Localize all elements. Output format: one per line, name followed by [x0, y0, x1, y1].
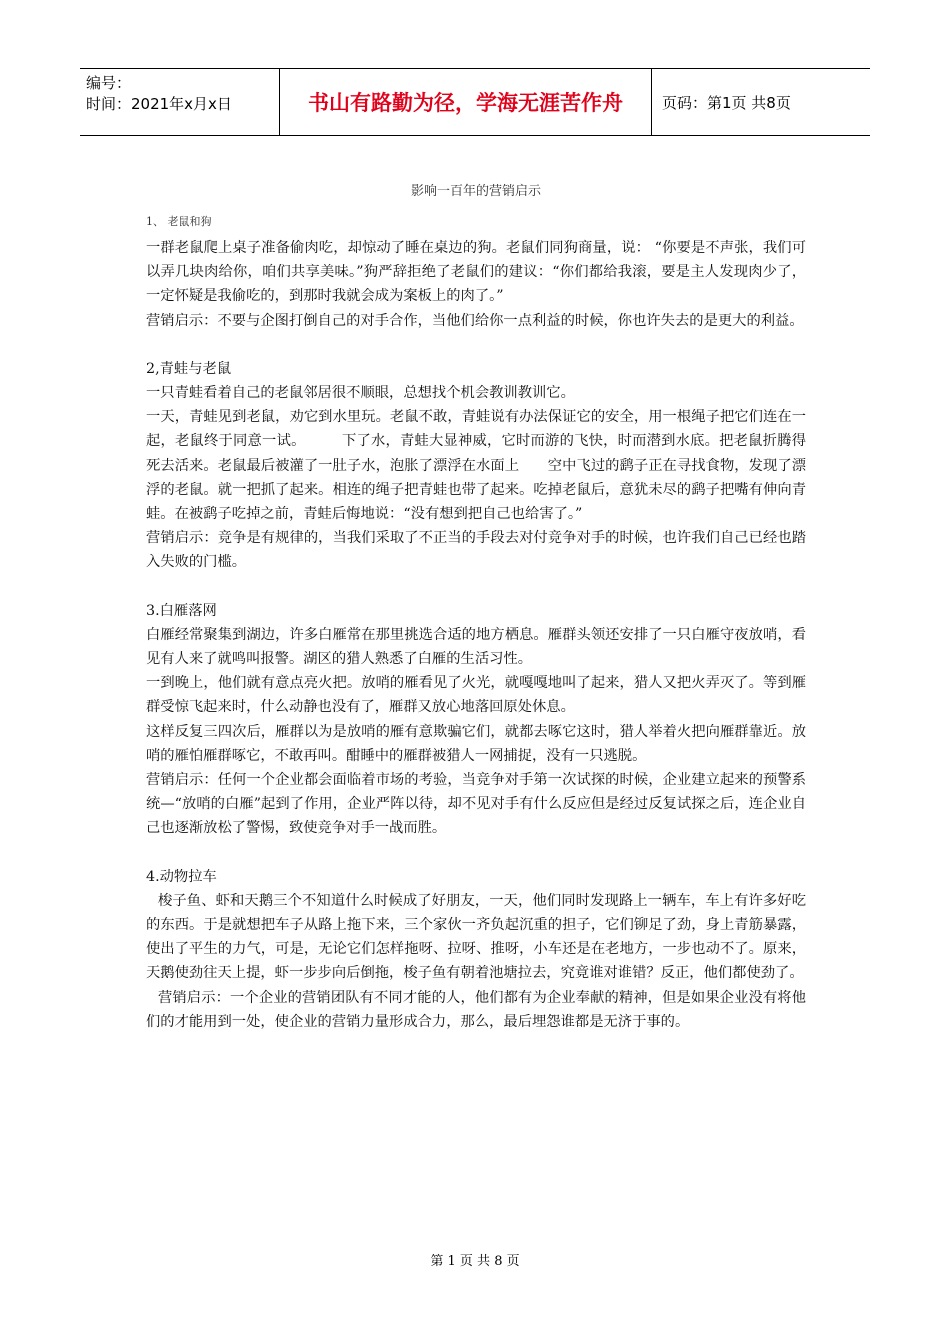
page-footer: 第 1 页 共 8 页 [430, 1254, 520, 1269]
section-3-paragraph: 这样反复三四次后，雁群以为是放哨的雁有意欺骗它们，就都去啄它这时，猎人举着火把向雁群靠近。放哨的雁怕雁群啄它，不敢再叫。酣睡中的雁群被猎人一网捕捉，没有一只逃脱。 [146, 723, 806, 764]
section-2-heading: 2,青蛙与老鼠 [146, 360, 232, 377]
doc-number-label: 编号： [86, 74, 132, 92]
page-header [80, 68, 870, 136]
header-meta [80, 69, 280, 135]
header-page-info: 页码：第1页 共8页 [662, 93, 791, 112]
section-3-paragraph: 白雁经常聚集到湖边，许多白雁常在那里挑选合适的地方栖息。雁群头领还安排了一只白雁守夜放哨，看见有人来了就鸣叫报警。湖区的猎人熟悉了白雁的生活习性。 [146, 626, 806, 668]
section-2-insight: 营销启示：竞争是有规律的，当我们采取了不正当的手段去对付竞争对手的时候，也许我们自己已经也踏入失败的门槛。 [146, 530, 806, 571]
section-1-heading: 1、 老鼠和狗 [146, 215, 212, 228]
doc-title: 影响一百年的营销启示 [410, 184, 541, 199]
section-3-heading: 3.白雁落网 [146, 602, 217, 619]
section-4-paragraph: 梭子鱼、虾和天鹅三个不知道什么时候成了好朋友，一天，他们同时发现路上一辆车，车上有许多好吃的东西。于是就想把车子从路上拖下来，三个家伙一齐负起沉重的担子，它们铆足了劲，身上青筋暴露，使出了平生的力气，可是，无论它们怎样拖呀、拉呀、推呀，小车还是在老地方，一步也动不了。原来，天鹅使劲往天上提，虾一步步向后倒拖，梭子鱼有朝着池塘拉去，究竟谁对谁错？反正，他们都使劲了。 [146, 892, 806, 982]
section-3-insight: 营销启示：任何一个企业都会面临着市场的考验，当竞争对手第一次试探的时候，企业建立起来的预警系统—“放哨的白雁”起到了作用，企业严阵以待，却不见对手有什么反应但是经过反复试探之后，连企业自己也逐渐放松了警惕，致使竞争对手一战而胜。 [146, 772, 806, 837]
section-4-insight: 营销启示：一个企业的营销团队有不同才能的人，他们都有为企业奉献的精神，但是如果企业没有将他们的才能用到一处，使企业的营销力量形成合力，那么，最后埋怨谁都是无济于事的。 [146, 989, 806, 1030]
section-4-heading: 4.动物拉车 [146, 868, 217, 885]
document-body [146, 180, 806, 1034]
section-2-paragraph: 一只青蛙看着自己的老鼠邻居很不顺眼，总想找个机会教训教训它。 [146, 385, 575, 402]
section-1-insight: 营销启示：不要与企图打倒自己的对手合作，当他们给你一点利益的时候，你也许失去的是更大的利益。 [146, 312, 804, 329]
doc-date: 时间：2021年x月x日 [86, 95, 232, 113]
section-3-paragraph: 一到晚上，他们就有意点亮火把。放哨的雁看见了火光，就嘎嘎地叫了起来，猎人又把火弄灭了。等到雁群受惊飞起来时，什么动静也没有了，雁群又放心地落回原处休息。 [146, 675, 806, 716]
header-motto: 书山有路勤为径，学海无涯苦作舟 [280, 69, 652, 135]
section-2-paragraph: 一天，青蛙见到老鼠，劝它到水里玩。老鼠不敢，青蛙说有办法保证它的安全，用一根绳子把它们连在一起，老鼠终于同意一试。 下了水，青蛙大显神威，它时而游的飞快，时而潜到水底。把老鼠折腾得死去活来。老鼠最后被灌了一肚子水，泡胀了漂浮在水面上 空中飞过的鹞子正在寻找食物，发现了漂浮的老鼠。就一把抓了起来。相连的绳子把青蛙也带了起来。吃掉老鼠后，意犹未尽的鹞子把嘴有伸向青蛙。在被鹞子吃掉之前，青蛙后悔地说：“没有想到把自己也给害了。” [146, 409, 806, 523]
section-1-paragraph: 一群老鼠爬上桌子准备偷肉吃，却惊动了睡在桌边的狗。老鼠们同狗商量，说： “你要是不声张，我们可以弄几块肉给你，咱们共享美味。”狗严辞拒绝了老鼠们的建议：“你们都给我滚，要是主人发现肉少了，一定怀疑是我偷吃的，到那时我就会成为案板上的肉了。” [146, 240, 806, 305]
